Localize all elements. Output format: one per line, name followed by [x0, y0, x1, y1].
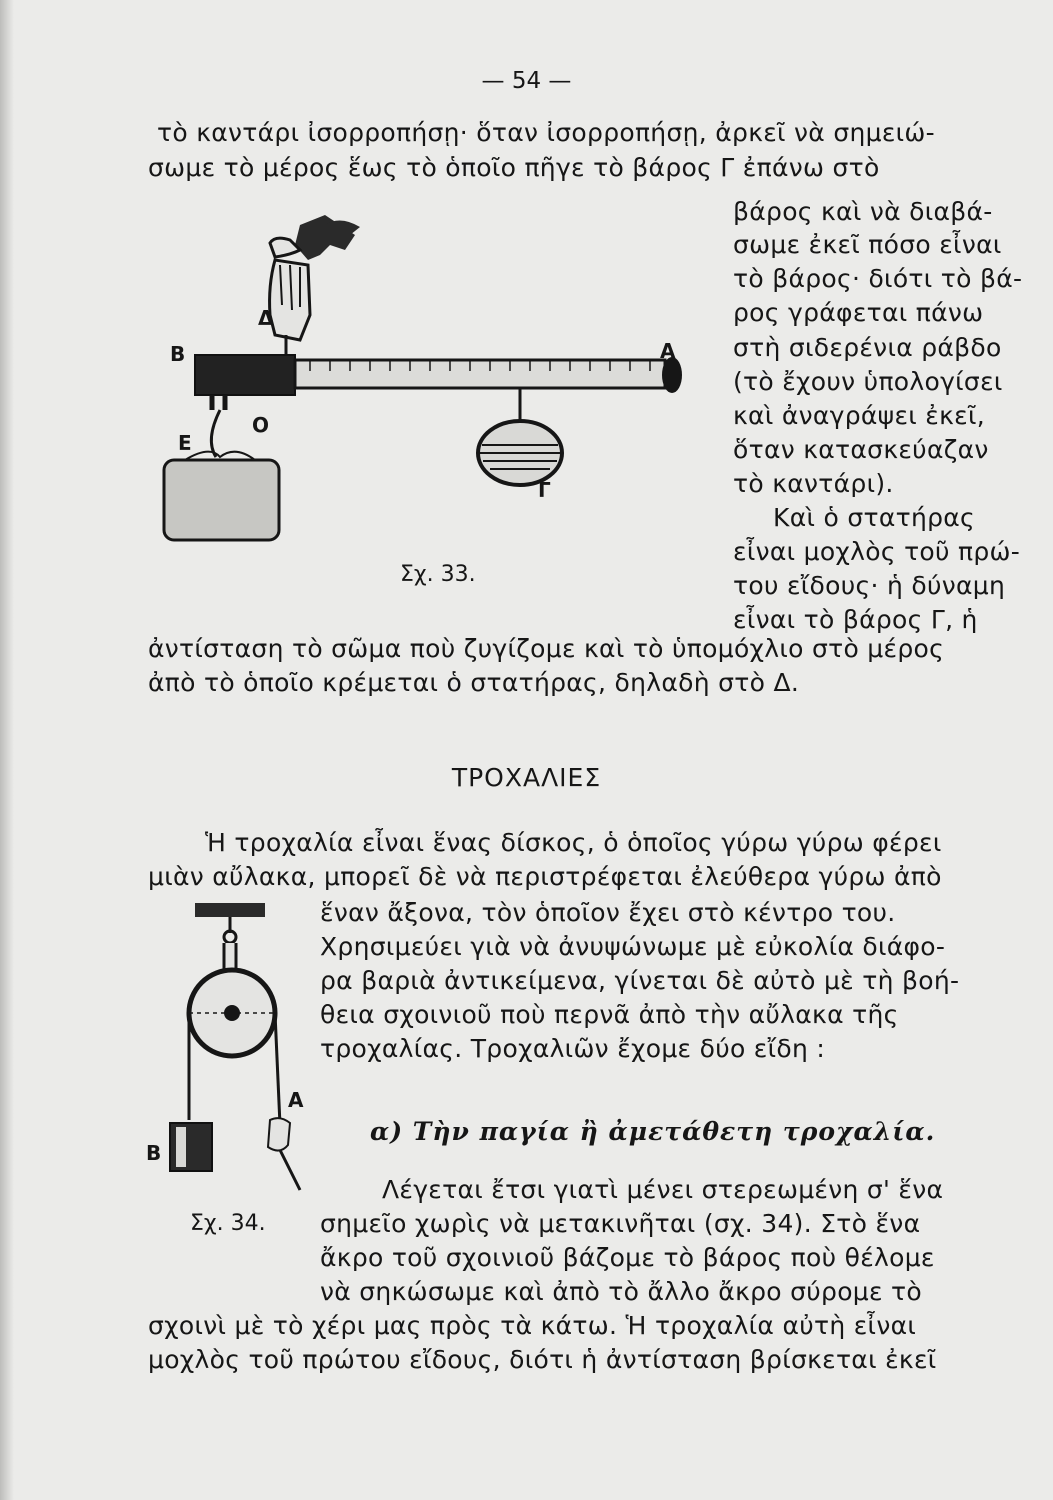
text-line: ἀντίσταση τὸ σῶμα ποὺ ζυγίζομε καὶ τὸ ὑπομόχλιο στὸ μέρος — [148, 634, 945, 663]
page-edge-shadow — [0, 0, 14, 1500]
text-line: τροχαλίας. Τροχαλιῶν ἔχομε δύο εἴδη : — [320, 1034, 826, 1063]
text-line: ρος γράφεται πάνω — [733, 298, 984, 327]
label-b: Β — [146, 1141, 162, 1165]
text-line: ὅταν κατασκεύαζαν — [733, 435, 989, 464]
label-a: Α — [660, 339, 676, 363]
text-line: τὸ βάρος· διότι τὸ βά- — [733, 264, 1023, 293]
label-g: Γ — [538, 478, 551, 502]
text-line: ρα βαριὰ ἀντικείμενα, γίνεται δὲ αὐτὸ μὲ τὴ βοή- — [320, 966, 960, 995]
text-line: ἄκρο τοῦ σχοινιοῦ βάζομε τὸ βάρος ποὺ θέλομε — [320, 1243, 935, 1272]
label-d: Δ — [258, 306, 274, 330]
page-number: — 54 — — [481, 68, 572, 94]
subsection-heading: α) Τὴν παγία ἢ ἀμετάθετη τροχαλία. — [370, 1117, 936, 1146]
text-line: (τὸ ἔχουν ὑπολογίσει — [733, 367, 1003, 396]
text-line: σωμε τὸ μέρος ἕως τὸ ὁποῖο πῆγε τὸ βάρος Γ ἐπάνω στὸ — [148, 153, 880, 182]
hand-illustration — [270, 215, 360, 340]
text-line: ἕναν ἄξονα, τὸν ὁποῖον ἔχει στὸ κέντρο του. — [320, 898, 896, 927]
text-line: βάρος καὶ νὰ διαβά- — [733, 197, 993, 226]
figure-34-caption: Σχ. 34. — [190, 1211, 266, 1236]
ceiling-mount — [195, 903, 265, 917]
text-line: Χρησιμεύει γιὰ νὰ ἀνυψώνωμε μὲ εὐκολία διάφο- — [320, 932, 946, 961]
text-line: εἶναι μοχλὸς τοῦ πρώ- — [733, 537, 1021, 566]
text-line: του εἴδους· ἡ δύναμη — [733, 571, 1006, 600]
weighed-block — [164, 460, 279, 540]
label-a: Α — [288, 1088, 304, 1112]
text-line: Ἡ τροχαλία εἶναι ἕνας δίσκος, ὁ ὁποῖος γύρω γύρω φέρει — [205, 828, 942, 857]
label-b: Β — [170, 342, 186, 366]
figure-33-caption: Σχ. 33. — [400, 562, 476, 587]
text-line: στὴ σιδερένια ράβδο — [733, 333, 1002, 362]
text-line: σωμε ἐκεῖ πόσο εἶναι — [733, 230, 1002, 259]
text-line: τὸ καντάρι). — [733, 469, 894, 498]
text-line: σημεῖο χωρὶς νὰ μετακινῆται (σχ. 34). Στὸ ἕνα — [320, 1209, 921, 1238]
text-line: μοχλὸς τοῦ πρώτου εἴδους, διότι ἡ ἀντίσταση βρίσκεται ἐκεῖ — [148, 1345, 937, 1374]
text-line: εἶναι τὸ βάρος Γ, ἡ — [733, 605, 978, 634]
text-line: ἀπὸ τὸ ὁποῖο κρέμεται ὁ στατήρας, δηλαδὴ στὸ Δ. — [148, 668, 800, 697]
text-line: Λέγεται ἔτσι γιατὶ μένει στερεωμένη σ' ἕνα — [382, 1175, 944, 1204]
figure-34-pulley — [140, 895, 320, 1205]
text-line: τὸ καντάρι ἰσορροπήσῃ· ὅταν ἰσορροπήσῃ, ἀρκεῖ νὰ σημειώ- — [157, 118, 935, 147]
pulling-hand — [268, 1118, 290, 1150]
figure-33-steelyard — [150, 195, 720, 595]
text-line: καὶ ἀναγράψει ἐκεῖ, — [733, 401, 985, 430]
text-line: Καὶ ὁ στατήρας — [773, 503, 976, 532]
text-line: σχοινὶ μὲ τὸ χέρι μας πρὸς τὰ κάτω. Ἡ τροχαλία αὐτὴ εἶναι — [148, 1311, 917, 1340]
label-e: Ε — [178, 431, 192, 455]
label-o: Ο — [252, 413, 270, 437]
section-heading: ΤΡΟΧΑΛΙΕΣ — [451, 763, 602, 792]
steelyard-body — [195, 355, 295, 395]
text-line: θεια σχοινιοῦ ποὺ περνᾶ ἀπὸ τὴν αὔλακα τῆς — [320, 1000, 899, 1029]
text-line: μιὰν αὔλακα, μπορεῖ δὲ νὰ περιστρέφεται ἐλεύθερα γύρω ἀπὸ — [148, 862, 942, 891]
text-line: νὰ σηκώσωμε καὶ ἀπὸ τὸ ἄλλο ἄκρο σύρομε τὸ — [320, 1277, 923, 1306]
